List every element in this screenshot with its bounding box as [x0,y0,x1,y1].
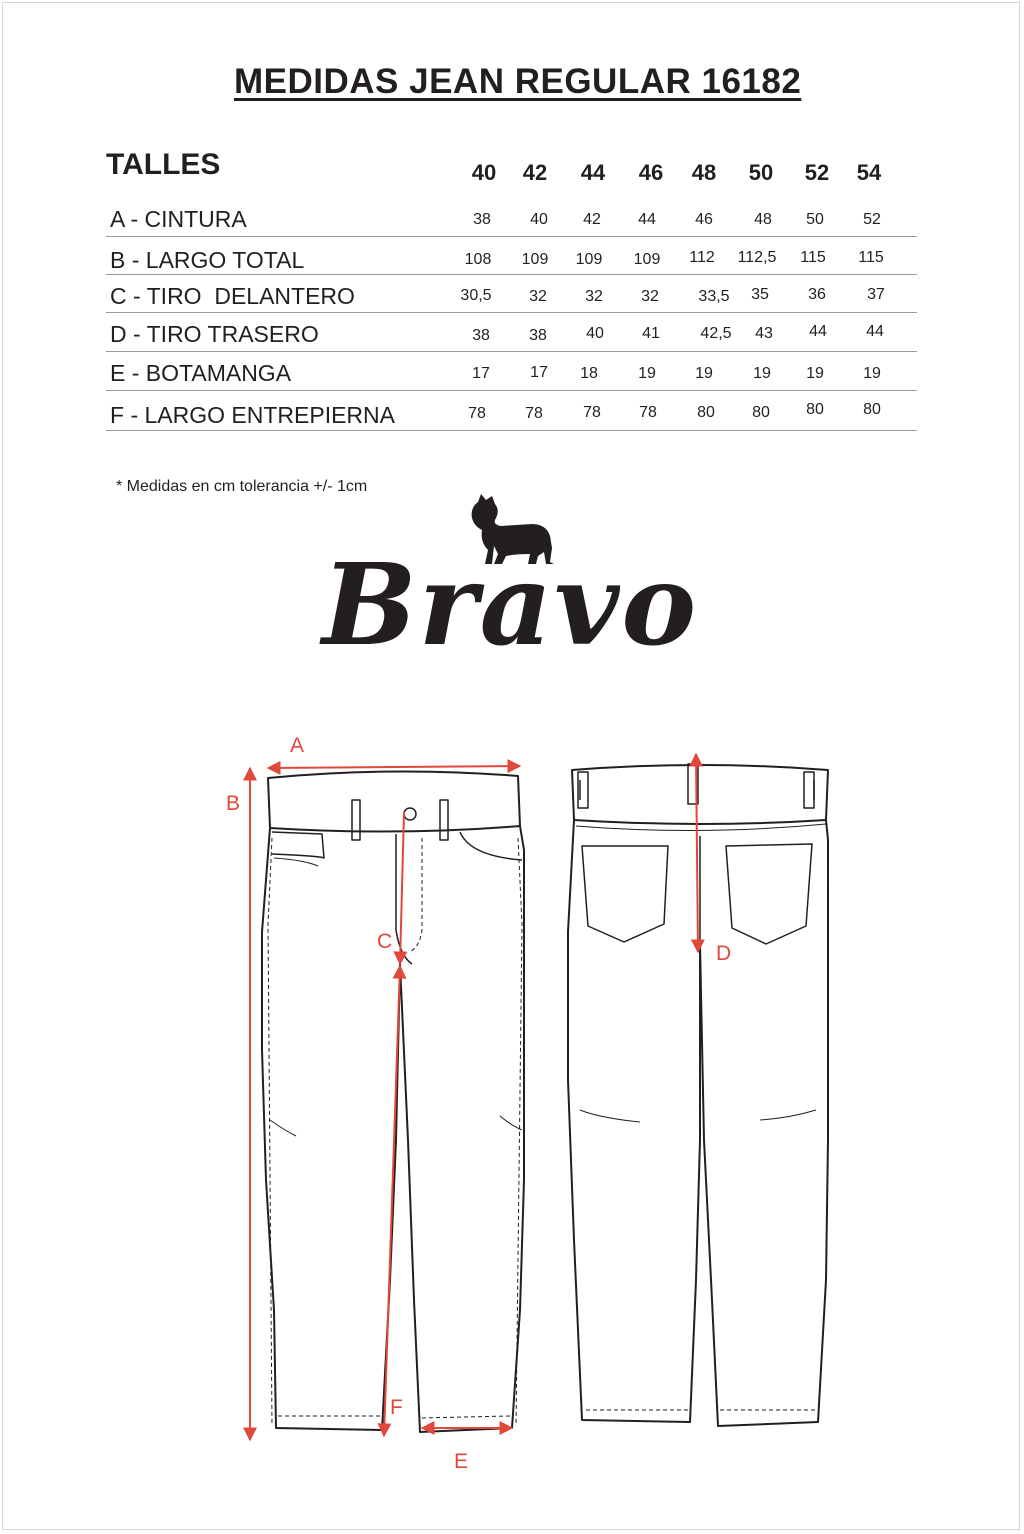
table-cell: 41 [642,325,660,342]
row-divider [106,430,917,431]
row-label: B - LARGO TOTAL [110,247,305,273]
table-cell: 38 [473,211,491,228]
row-label: C - TIRO DELANTERO [110,283,355,309]
table-cell: 40 [530,211,548,228]
measure-f-line [384,966,400,1436]
table-cell: 19 [638,365,656,382]
table-cell: 18 [580,365,598,382]
table-cell: 112,5 [737,249,777,266]
size-header: 46 [638,160,664,185]
table-cell: 78 [583,404,601,421]
table-cell: 109 [575,251,603,268]
size-header: 48 [691,160,717,185]
size-header: 40 [471,160,497,185]
table-cell: 78 [525,405,543,422]
label-b: B [226,792,241,815]
table-cell: 38 [529,327,547,344]
table-cell: 115 [858,249,884,266]
table-cell: 80 [697,404,715,421]
jeans-front-view [262,771,524,1432]
table-cell: 37 [867,286,885,303]
table-cell: 42,5 [700,325,732,342]
table-cell: 50 [806,211,824,228]
table-cell: 19 [695,365,713,382]
table-cell: 30,5 [460,287,492,304]
table-cell: 109 [521,251,549,268]
table-cell: 112 [689,249,715,266]
table-cell: 32 [641,288,659,305]
table-cell: 108 [464,251,492,268]
row-divider [106,236,917,237]
measurement-note: * Medidas en cm tolerancia +/- 1cm [116,478,368,495]
table-cell: 32 [585,288,603,305]
table-cell: 78 [639,404,657,421]
measure-a-line [268,766,520,768]
table-cell: 36 [808,286,826,303]
table-cell: 52 [863,211,881,228]
row-divider [106,312,917,313]
row-label: D - TIRO TRASERO [110,321,319,347]
table-cell: 44 [809,323,827,340]
table-cell: 44 [638,211,656,228]
table-cell: 17 [472,365,490,382]
table-cell: 80 [806,401,824,418]
measure-c-line [400,812,404,964]
row-label: F - LARGO ENTREPIERNA [110,402,395,428]
table-cell: 19 [863,365,881,382]
size-header: 54 [856,160,882,185]
table-cell: 109 [633,251,661,268]
table-cell: 32 [529,288,547,305]
table-cell: 42 [583,211,601,228]
table-cell: 40 [586,325,604,342]
brand-wordmark: Bravo [322,540,699,671]
table-cell: 78 [468,405,486,422]
label-d: D [716,942,732,965]
table-cell: 35 [751,286,769,303]
row-divider [106,351,917,352]
row-divider [106,274,917,275]
row-divider [106,390,917,391]
table-cell: 33,5 [698,288,730,305]
label-c: C [377,930,393,953]
label-e: E [454,1450,469,1473]
label-f: F [390,1396,403,1419]
table-cell: 80 [863,401,881,418]
size-header: 52 [804,160,830,185]
table-cell: 19 [753,365,771,382]
label-a: A [290,734,305,757]
table-cell: 38 [472,327,490,344]
table-cell: 46 [695,211,713,228]
sizes-label: TALLES [106,148,221,181]
row-label: E - BOTAMANGA [110,360,292,386]
size-header: 50 [748,160,774,185]
size-header: 42 [522,160,548,185]
table-cell: 43 [755,325,773,342]
table-cell: 19 [806,365,824,382]
table-cell: 48 [754,211,772,228]
row-label: A - CINTURA [110,206,247,232]
table-cell: 80 [752,404,770,421]
page-title: MEDIDAS JEAN REGULAR 16182 [234,62,802,101]
jeans-measurement-diagram [0,720,1024,1520]
table-cell: 115 [800,249,826,266]
table-cell: 17 [530,364,548,381]
size-header: 44 [580,160,606,185]
table-cell: 44 [866,323,884,340]
